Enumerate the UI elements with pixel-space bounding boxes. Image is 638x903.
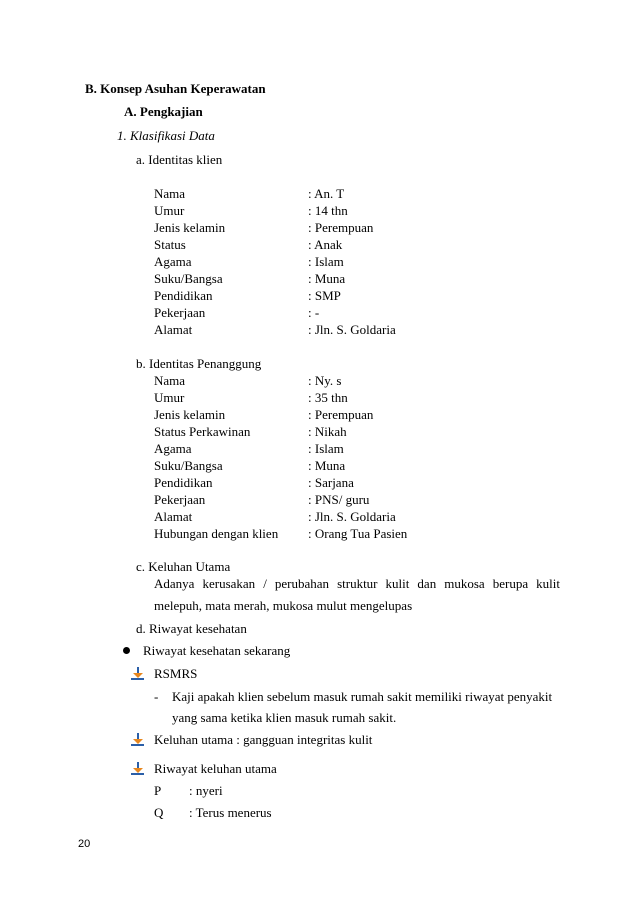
klien-value: : Perempuan xyxy=(308,220,374,235)
klien-label: Agama xyxy=(154,254,192,269)
klien-value: : - xyxy=(308,305,320,320)
penanggung-value: : Sarjana xyxy=(308,475,354,490)
keluhan-utama-line2: melepuh, mata merah, mukosa mulut mengelupas xyxy=(154,598,413,613)
klien-label: Suku/Bangsa xyxy=(154,271,223,286)
penanggung-value: : Ny. s xyxy=(308,373,342,388)
pqrst-key: P xyxy=(154,783,162,798)
penanggung-label: Nama xyxy=(154,373,186,388)
penanggung-value: : PNS/ guru xyxy=(308,492,370,507)
klien-label: Pendidikan xyxy=(154,288,213,303)
klien-label: Pekerjaan xyxy=(154,305,206,320)
klien-value: : Anak xyxy=(308,237,343,252)
klien-label: Alamat xyxy=(154,322,193,337)
klien-value: : Muna xyxy=(308,271,346,286)
arrow-bullet-icon xyxy=(131,762,144,775)
identitas-klien-title: a. Identitas klien xyxy=(136,152,223,167)
pqrst-value: : nyeri xyxy=(189,783,223,798)
penanggung-value: : Muna xyxy=(308,458,346,473)
identitas-penanggung-title: b. Identitas Penanggung xyxy=(136,356,262,371)
klien-value: : Jln. S. Goldaria xyxy=(308,322,396,337)
rsmrs-text-line2: yang sama ketika klien masuk rumah sakit. xyxy=(172,710,397,725)
penanggung-label: Status Perkawinan xyxy=(154,424,251,439)
keluhan-utama-item: Keluhan utama : gangguan integritas kulit xyxy=(154,732,373,747)
klien-value: : SMP xyxy=(308,288,341,303)
klien-label: Status xyxy=(154,237,186,252)
penanggung-value: : Jln. S. Goldaria xyxy=(308,509,396,524)
arrow-bullet-icon xyxy=(131,733,144,746)
klien-label: Umur xyxy=(154,203,185,218)
keluhan-utama-line1: Adanya kerusakan / perubahan struktur kulit dan mukosa berupa kulit xyxy=(154,576,560,591)
arrow-bullet-icon xyxy=(131,667,144,680)
klien-label: Jenis kelamin xyxy=(154,220,226,235)
section-a-heading: A. Pengkajian xyxy=(124,104,203,119)
klien-value: : Islam xyxy=(308,254,344,269)
klien-label: Nama xyxy=(154,186,186,201)
penanggung-label: Agama xyxy=(154,441,192,456)
pqrst-key: Q xyxy=(154,805,164,820)
riwayat-kesehatan-title: d. Riwayat kesehatan xyxy=(136,621,247,636)
penanggung-label: Alamat xyxy=(154,509,193,524)
penanggung-value: : Islam xyxy=(308,441,344,456)
penanggung-label: Pendidikan xyxy=(154,475,213,490)
penanggung-label: Hubungan dengan klien xyxy=(154,526,279,541)
page-number: 20 xyxy=(78,838,91,850)
penanggung-label: Umur xyxy=(154,390,185,405)
penanggung-label: Suku/Bangsa xyxy=(154,458,223,473)
klasifikasi-heading: 1. Klasifikasi Data xyxy=(117,128,215,143)
penanggung-value: : Orang Tua Pasien xyxy=(308,526,408,541)
keluhan-utama-title: c. Keluhan Utama xyxy=(136,559,231,574)
pqrst-value: : Terus menerus xyxy=(189,805,272,820)
penanggung-value: : Nikah xyxy=(308,424,347,439)
penanggung-label: Jenis kelamin xyxy=(154,407,226,422)
rsmrs-label: RSMRS xyxy=(154,666,198,681)
klien-value: : 14 thn xyxy=(308,203,348,218)
bullet-icon xyxy=(123,647,130,654)
penanggung-value: : 35 thn xyxy=(308,390,348,405)
penanggung-value: : Perempuan xyxy=(308,407,374,422)
section-b-heading: B. Konsep Asuhan Keperawatan xyxy=(85,81,266,96)
penanggung-label: Pekerjaan xyxy=(154,492,206,507)
klien-value: : An. T xyxy=(308,186,345,201)
rsmrs-dash: - xyxy=(154,689,159,704)
rsmrs-text-line1: Kaji apakah klien sebelum masuk rumah sakit memiliki riwayat penyakit xyxy=(172,689,553,704)
riwayat-keluhan-heading: Riwayat keluhan utama xyxy=(154,761,277,776)
riwayat-sekarang-heading: Riwayat kesehatan sekarang xyxy=(143,643,291,658)
